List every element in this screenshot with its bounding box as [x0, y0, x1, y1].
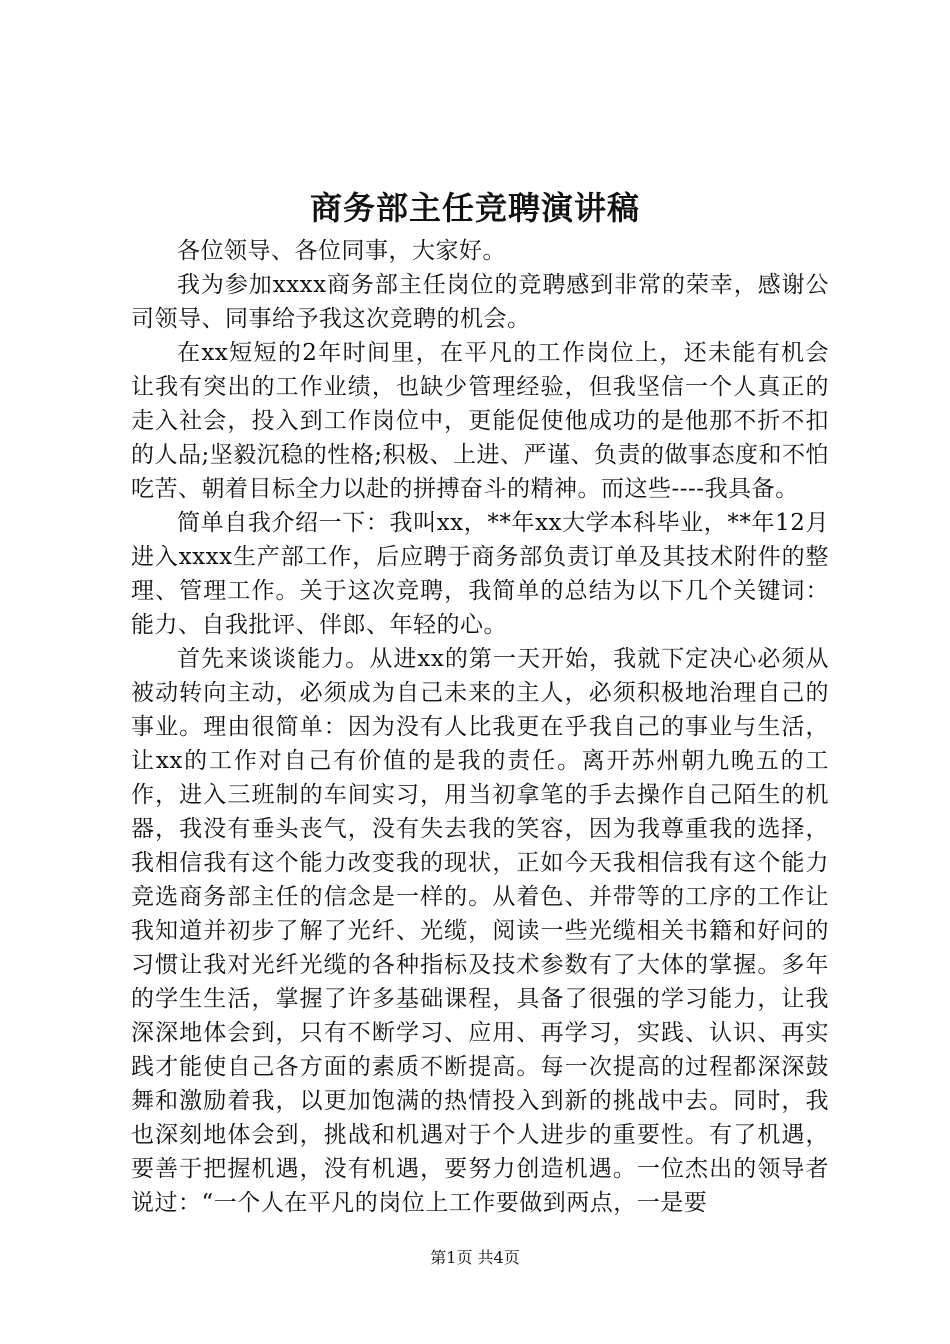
paragraph-experience: 在xx短短的2年时间里，在平凡的工作岗位上，还未能有机会让我有突出的工作业绩，也缺少管理经验，但我坚信一个人真正的走入社会，投入到工作岗位中，更能促使他成功的是他那不折不扣的人品;坚毅沉稳的性格;积极、上进、严谨、负责的做事态度和不怕吃苦、朝着目标全力以赴的拼搏奋斗的精神。而这些----我具备。 — [131, 340, 829, 502]
paragraph-ability: 首先来谈谈能力。从进xx的第一天开始，我就下定决心必须从被动转向主动，必须成为自己未来的主人，必须积极地治理自己的事业。理由很简单：因为没有人比我更在乎我自己的事业与生活，让xx的工作对自己有价值的是我的责任。离开苏州朝九晚五的工作，进入三班制的车间实习，用当初拿笔的手去操作自己陌生的机器，我没有垂头丧气，没有失去我的笑容，因为我尊重我的选择，我相信我有这个能力改变我的现状，正如今天我相信我有这个能力竞选商务部主任的信念是一样的。从着色、并带等的工序的工作让我知道并初步了解了光纤、光缆，阅读一些光缆相关书籍和好问的习惯让我对光纤光缆的各种指标及技术参数有了大体的掌握。多年的学生生活，掌握了许多基础课程，具备了很强的学习能力，让我深深地体会到，只有不断学习、应用、再学习，实践、认识、再实践才能使自己各方面的素质不断提高。每一次提高的过程都深深鼓舞和激励着我，以更加饱满的热情投入到新的挑战中去。同时，我也深刻地体会到，挑战和机遇对于个人进步的重要性。有了机遇，要善于把握机遇，没有机遇，要努力创造机遇。一位杰出的领导者说过：“一个人在平凡的岗位上工作要做到两点，一是要 — [131, 646, 829, 1216]
document-title: 商务部主任竞聘演讲稿 — [309, 189, 640, 227]
page-footer: 第1页 共4页 — [430, 1248, 520, 1267]
paragraph-greeting: 各位领导、各位同事，大家好。 — [177, 238, 506, 264]
paragraph-self-introduction: 简单自我介绍一下：我叫xx，**年xx大学本科毕业，**年12月进入xxxx生产部工作，后应聘于商务部负责订单及其技术附件的整理、管理工作。关于这次竞聘，我简单的总结为以下几个关键词：能力、自我批评、伴郎、年轻的心。 — [131, 510, 829, 638]
document-body — [131, 234, 829, 1220]
paragraph-thanks: 我为参加xxxx商务部主任岗位的竞聘感到非常的荣幸，感谢公司领导、同事给予我这次竞聘的机会。 — [131, 272, 829, 332]
